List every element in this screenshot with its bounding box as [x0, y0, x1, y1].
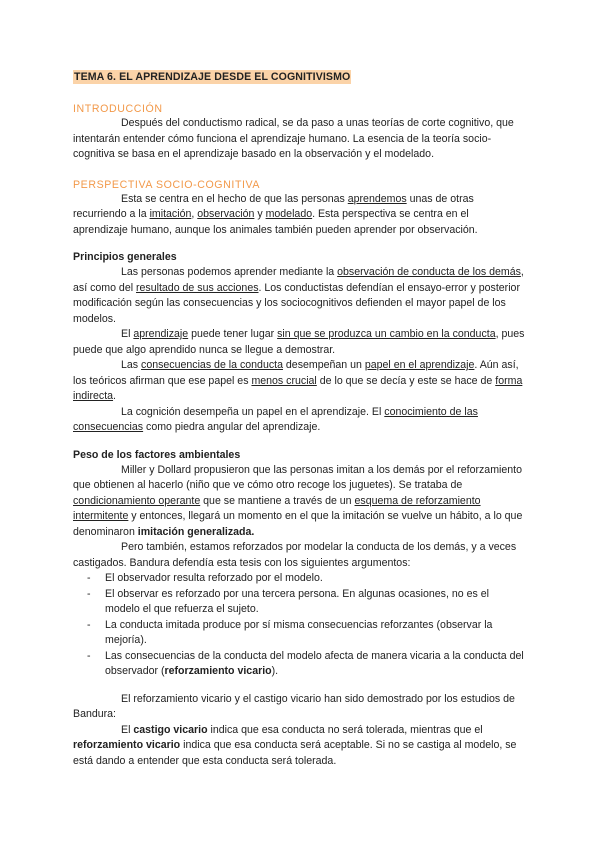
intro-paragraph: Después del conductismo radical, se da paso a unas teorías de corte cognitivo, que intentarán entender cómo funciona el aprendizaje humano. La esencia de la teoría socio-cognitiva se basa en el aprendizaje basado en la observación y el modelado.	[73, 117, 514, 160]
subheading-principios: Principios generales	[73, 251, 177, 263]
document-page	[73, 70, 525, 769]
list-item: - El observar es reforzado por una tercera persona. En algunas ocasiones, no es el modelo el que refuerza el sujeto.	[87, 587, 489, 615]
section-heading-introduccion: INTRODUCCIÓN	[73, 103, 163, 115]
list-item: - Las consecuencias de la conducta del modelo afecta de manera vicaria a la conducta del observador (reforzamiento vicario).	[87, 649, 524, 677]
underlined-term: aprendemos	[347, 192, 407, 205]
dash-bullet: -	[87, 572, 91, 584]
underlined-term: aprendizaje	[133, 328, 189, 340]
bold-term: reforzamiento vicario	[164, 665, 272, 677]
perspectiva-paragraph: Esta se centra en el hecho de que las personas aprendemos unas de otras recurriendo a la imitación, observación y modelado. Esta perspectiva se centra en el aprendizaje humano, aunque los animales también pueden aprender por observación.	[73, 192, 478, 236]
underlined-term: menos crucial	[251, 374, 317, 387]
peso-paragraph-4: El castigo vicario indica que esa conducta no será tolerada, mientras que el reforzamiento vicario indica que esa conducta será aceptable. Si no se castiga al modelo, se está dando a entender que esta conducta será tolerada.	[73, 723, 517, 767]
underlined-term: observación	[197, 208, 255, 220]
principios-paragraph-1: Las personas podemos aprender mediante la observación de conducta de los demás, así como del resultado de sus acciones. Los conductistas defendían el ensayo-error y posterior modificación según las consecuencias y los sociocognitivos defienden el mayor papel de los modelos.	[73, 266, 524, 325]
argument-list	[73, 571, 525, 680]
principios-paragraph-2: El aprendizaje puede tener lugar sin que se produzca un cambio en la conducta, pues puede que algo aprendido nunca se llegue a demostrar.	[73, 328, 525, 356]
dash-bullet: -	[87, 587, 91, 600]
underlined-term: condicionamiento operante	[73, 494, 201, 507]
dash-bullet: -	[87, 649, 91, 662]
underlined-term: sin que se produzca un cambio en la conducta	[277, 328, 496, 340]
underlined-term: esquema de reforzamiento intermitente	[73, 494, 481, 522]
bold-term: imitación generalizada.	[137, 525, 255, 538]
dash-bullet: -	[87, 618, 91, 631]
list-item: - La conducta imitada produce por sí misma consecuencias reforzantes (observar la mejoría).	[87, 618, 493, 646]
underlined-term: modelado	[265, 208, 313, 220]
underlined-term: resultado de sus acciones	[136, 281, 259, 294]
underlined-term: imitación	[149, 208, 192, 220]
section-heading-perspectiva: PERSPECTIVA SOCIO-COGNITIVA	[73, 178, 261, 191]
peso-paragraph-1: Miller y Dollard propusieron que las personas imitan a los demás por el reforzamiento que obtienen al hacerlo (niño que ve cómo otro recoge los juguetes). Se trataba de condicionamiento operante que se mantiene a través de un esquema de reforzamiento intermitente y entonces, llegará un momento en el que la imitación se vuelve un hábito, a lo que denominaron imitación generalizada.	[73, 463, 523, 538]
bold-term: castigo vicario	[133, 723, 208, 736]
document-title: TEMA 6. EL APRENDIZAJE DESDE EL COGNITIVISMO	[74, 71, 351, 83]
bold-term: reforzamiento vicario	[73, 739, 181, 751]
underlined-term: consecuencias de la conducta	[141, 359, 283, 371]
peso-paragraph-2: Pero también, estamos reforzados por modelar la conducta de los demás, y a veces castigados. Bandura defendía esta tesis con los siguientes argumentos:	[73, 541, 517, 569]
underlined-term: observación de conducta de los demás	[337, 266, 521, 278]
subheading-peso-factores: Peso de los factores ambientales	[73, 448, 241, 461]
principios-paragraph-3: Las consecuencias de la conducta desempeñan un papel en el aprendizaje. Aún así, los teóricos afirman que ese papel es menos crucial de lo que se decía y este se hace de forma indirecta.	[73, 359, 523, 402]
underlined-term: forma indirecta	[73, 374, 523, 402]
underlined-term: conocimiento de las consecuencias	[73, 405, 478, 433]
list-item: - El observador resulta reforzado por el modelo.	[73, 571, 525, 587]
underlined-term: papel en el aprendizaje	[364, 359, 475, 371]
principios-paragraph-4: La cognición desempeña un papel en el aprendizaje. El conocimiento de las consecuencias como piedra angular del aprendizaje.	[73, 405, 478, 433]
peso-paragraph-3: El reforzamiento vicario y el castigo vicario han sido demostrado por los estudios de Bandura:	[73, 692, 515, 720]
